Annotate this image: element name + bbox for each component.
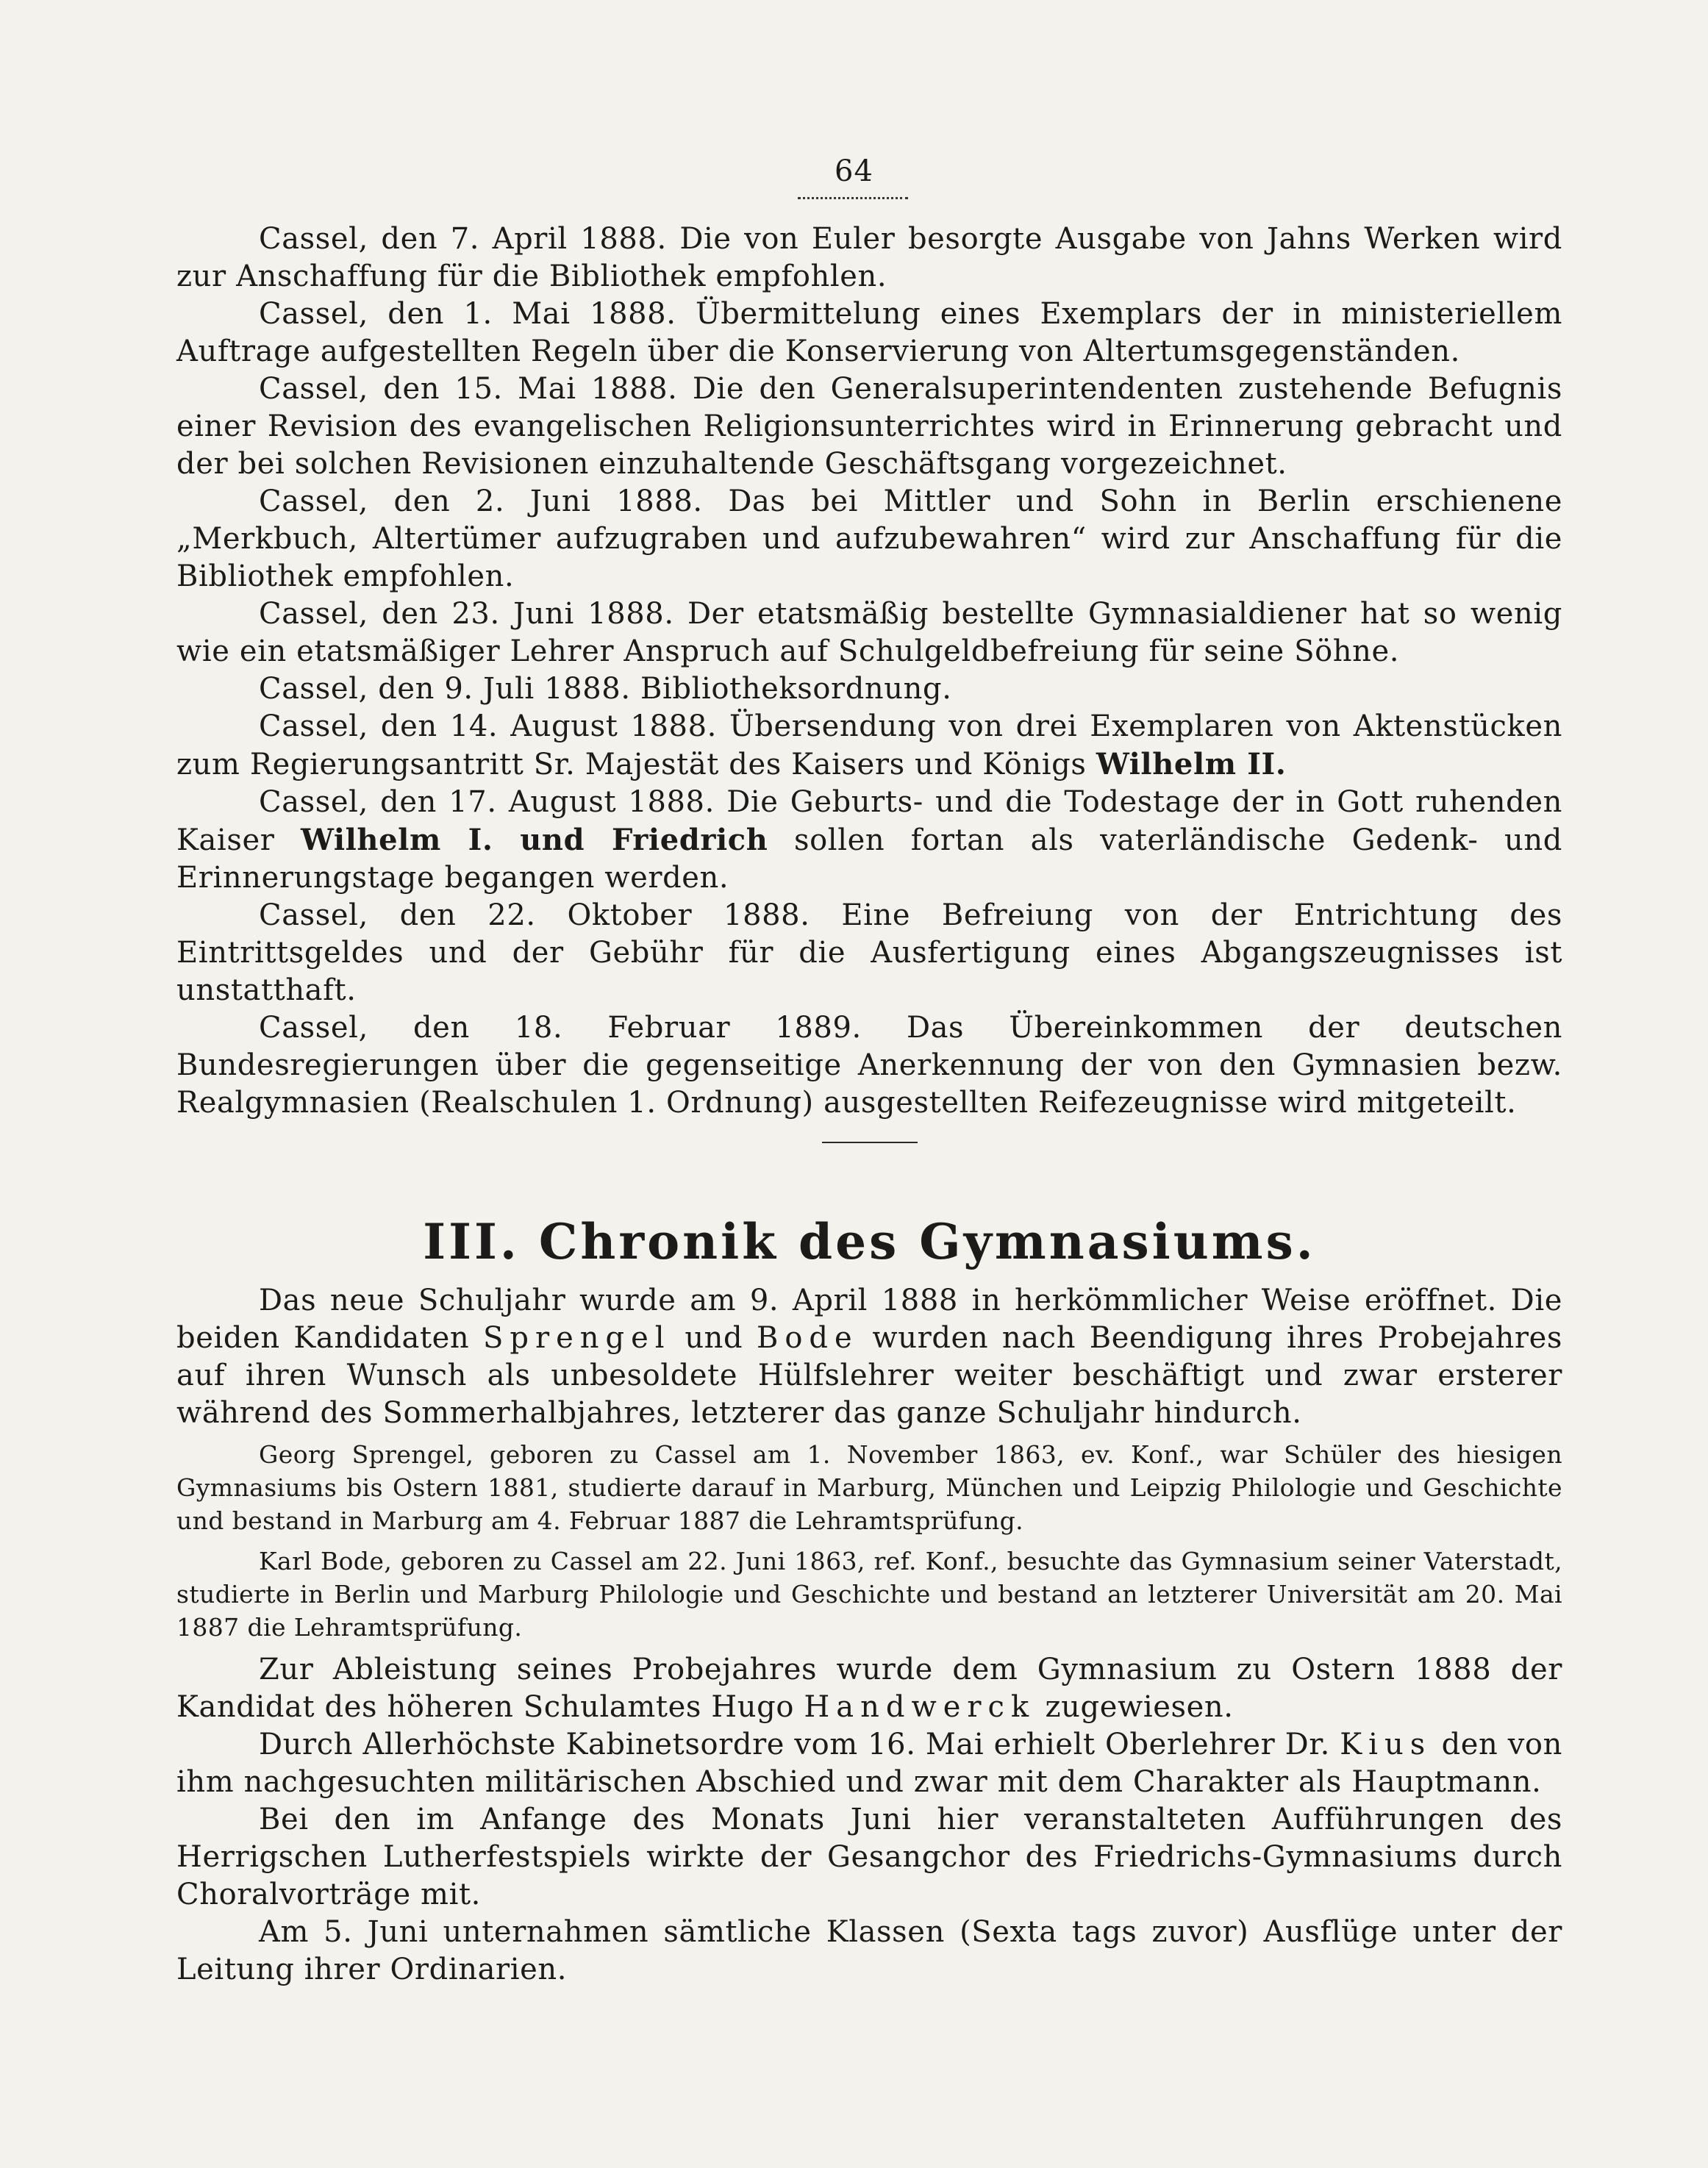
chronicle-paragraph: Bei den im Anfange des Monats Juni hier veranstalteten Aufführungen des Herrigschen Lutherfestspiels wirkte der Gesangchor des Friedrichs-Gymnasiums durch Choralvorträge mit.	[176, 1803, 1562, 1911]
teacher-name: Sprengel	[482, 1321, 671, 1355]
chronicle-text: Durch Allerhöchste Kabinetsordre vom 16. Mai erhielt Oberlehrer Dr.	[259, 1728, 1330, 1761]
decree-date: Cassel, den 17. August 1888.	[259, 785, 715, 819]
decree-text: Das Übereinkommen der deutschen Bundesregierungen über die gegenseitige Anerkennung der von den Gymnasien bezw. Realgymnasien (Realschulen 1. Ordnung) ausgestellten Reifezeugnisse wird mitgeteilt.	[176, 1011, 1562, 1120]
teacher-name: Handwerck	[804, 1690, 1036, 1724]
section-divider	[822, 1142, 918, 1143]
decree-entry	[176, 784, 1562, 897]
decree-text: Bibliotheksordnung.	[640, 672, 952, 706]
emperor-names: Wilhelm I. und Friedrich	[301, 823, 768, 857]
decree-date: Cassel, den 18. Februar 1889.	[259, 1011, 862, 1045]
section-numeral: III.	[423, 1213, 520, 1270]
decree-text: Die von Euler besorgte Ausgabe von Jahns Werken wird zur Anschaffung für die Bibliothek empfohlen.	[176, 222, 1562, 293]
biographical-notes	[176, 1438, 1562, 1644]
decree-entry	[176, 670, 1562, 708]
chronicle-paragraph	[176, 1651, 1562, 1726]
decree-entry	[176, 221, 1562, 296]
chronicle-text: den von ihm nachgesuchten militärischen Abschied und zwar mit dem Charakter als Hauptmann.	[176, 1728, 1562, 1799]
decree-date: Cassel, den 2. Juni 1888.	[259, 484, 703, 518]
decree-text: Die den Generalsuperintendenten zustehende Befugnis einer Revision des evangelischen Religionsunterrichtes wird in Erinnerung gebracht und der bei solchen Revisionen einzuhaltende Geschäftsgang vorgezeichnet.	[176, 372, 1562, 481]
decree-date: Cassel, den 22. Oktober 1888.	[259, 898, 810, 932]
decree-date: Cassel, den 1. Mai 1888.	[259, 297, 676, 331]
decree-date: Cassel, den 7. April 1888.	[259, 222, 667, 256]
page-number: 64	[835, 154, 873, 188]
decree-date: Cassel, den 23. Juni 1888.	[259, 597, 674, 631]
biographical-note: Georg Sprengel, geboren zu Cassel am 1. November 1863, ev. Konf., war Schüler des hiesigen Gymnasiums bis Ostern 1881, studierte darauf in Marburg, München und Leipzig Philologie und Geschichte und bestand in Marburg am 4. Februar 1887 die Lehramtsprüfung.	[176, 1440, 1562, 1535]
chronicle-text: zugewiesen.	[1045, 1690, 1234, 1724]
decree-entry	[176, 1009, 1562, 1122]
decree-text: Übermittelung eines Exemplars der in ministeriellem Auftrage aufgestellten Regeln über die Konservierung von Altertumsgegenständen.	[176, 297, 1562, 368]
chronicle-paragraph: Am 5. Juni unternahmen sämtliche Klassen (Sexta tags zuvor) Ausflüge unter der Leitung ihrer Ordinarien.	[176, 1915, 1562, 1986]
decree-date: Cassel, den 14. August 1888.	[259, 709, 717, 743]
page-number-ornament	[798, 197, 908, 199]
emperor-name: Wilhelm II.	[1096, 747, 1287, 781]
section-title: Chronik des Gymnasiums.	[538, 1213, 1316, 1270]
biographical-note: Karl Bode, geboren zu Cassel am 22. Juni 1863, ref. Konf., besuchte das Gymnasium seiner Vaterstadt, studierte in Berlin und Marburg Philologie und Geschichte und bestand an letzterer Universität am 20. Mai 1887 die Lehramtsprüfung.	[176, 1547, 1562, 1642]
decree-text-tail: sollen fortan als vaterländische Gedenk- und Erinnerungstage begangen werden.	[176, 823, 1562, 895]
chronicle-paragraph	[176, 1282, 1562, 1432]
decree-entry	[176, 296, 1562, 371]
decree-entry	[176, 897, 1562, 1009]
chronicle-text: wurden nach Beendigung ihres Probejahres auf ihren Wunsch als unbesoldete Hülfslehrer weiter beschäftigt und zwar ersterer während des Sommerhalbjahres, letzterer das ganze Schuljahr hindurch.	[176, 1321, 1562, 1430]
decree-date: Cassel, den 15. Mai 1888.	[259, 372, 678, 406]
decree-text: Der etatsmäßig bestellte Gymnasialdiener hat so wenig wie ein etatsmäßiger Lehrer Anspruch auf Schulgeldbefreiung für seine Söhne.	[176, 597, 1562, 668]
chronicle-paragraph	[176, 1726, 1562, 1801]
decree-date: Cassel, den 9. Juli 1888.	[259, 672, 631, 706]
chronicle-text: Das neue Schuljahr wurde am 9. April 1888 in herkömmlicher Weise eröffnet. Die beiden Kandidaten	[176, 1284, 1562, 1355]
decree-text: Übersendung von drei Exemplaren von Aktenstücken zum Regierungsantritt Sr. Majestät des Kaisers und Königs	[176, 709, 1562, 781]
teacher-name: Bode	[756, 1321, 859, 1355]
decree-entry	[176, 483, 1562, 595]
text-column	[176, 221, 1562, 1989]
decree-entry	[176, 595, 1562, 670]
decree-text: Das bei Mittler und Sohn in Berlin erschienene „Merkbuch, Altertümer aufzugraben und aufzubewahren“ wird zur Anschaffung für die Bibliothek empfohlen.	[176, 484, 1562, 593]
teacher-name: Kius	[1340, 1728, 1432, 1761]
decree-entry	[176, 708, 1562, 784]
decree-text: Eine Befreiung von der Entrichtung des Eintrittsgeldes und der Gebühr für die Ausfertigung eines Abgangszeugnisses ist unstatthaft.	[176, 898, 1562, 1007]
decree-entry	[176, 371, 1562, 483]
chronicle-text: und	[685, 1321, 743, 1355]
decree-text: Die Geburts- und die Todestage der in Gott ruhenden Kaiser	[176, 785, 1562, 857]
chronicle-text: Zur Ableistung seines Probejahres wurde dem Gymnasium zu Ostern 1888 der Kandidat des höheren Schulamtes Hugo	[176, 1653, 1562, 1724]
section-heading	[176, 1213, 1562, 1270]
